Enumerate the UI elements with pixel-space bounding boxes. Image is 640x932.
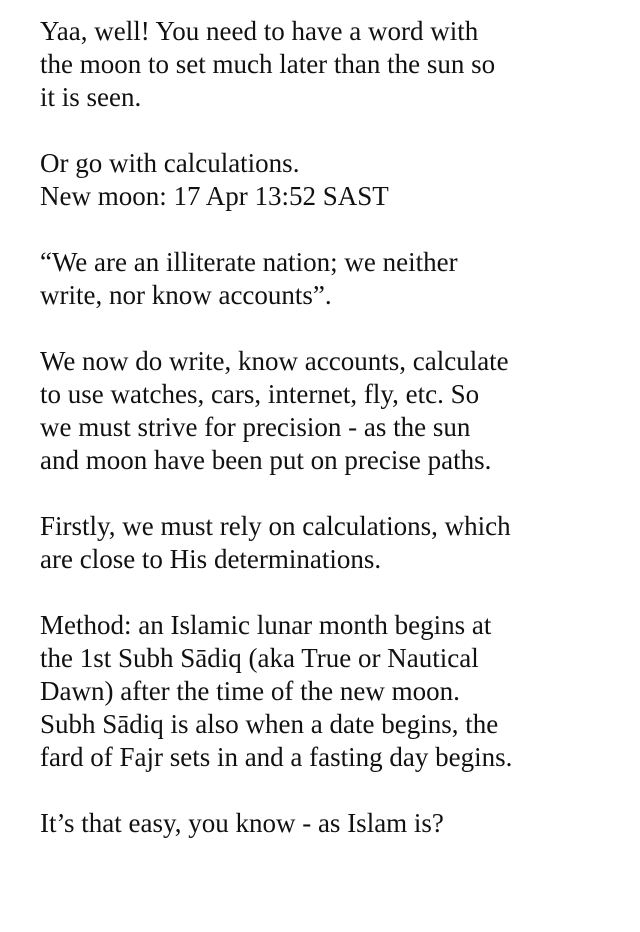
paragraph-intro: Yaa, well! You need to have a word with the moon to set much later than the sun so it is seen. bbox=[40, 16, 496, 112]
paragraph-calculations: Or go with calculations. New moon: 17 Apr 13:52 SAST bbox=[40, 148, 389, 211]
document-body bbox=[40, 15, 635, 840]
paragraph-precision: We now do write, know accounts, calculate to use watches, cars, internet, fly, etc. So we must strive for precision - as the sun and moon have been put on precise paths. bbox=[40, 346, 509, 475]
paragraph-method: Method: an Islamic lunar month begins at the 1st Subh Sādiq (aka True or Nautical Dawn) after the time of the new moon. Subh Sādiq is also when a date begins, the fard of Fajr sets in and a fasting day begins. bbox=[40, 610, 513, 772]
paragraph-conclusion: It’s that easy, you know - as Islam is? bbox=[40, 808, 444, 838]
paragraph-quote: “We are an illiterate nation; we neither write, nor know accounts”. bbox=[40, 247, 458, 310]
paragraph-rely-calculations: Firstly, we must rely on calculations, which are close to His determinations. bbox=[40, 511, 511, 574]
